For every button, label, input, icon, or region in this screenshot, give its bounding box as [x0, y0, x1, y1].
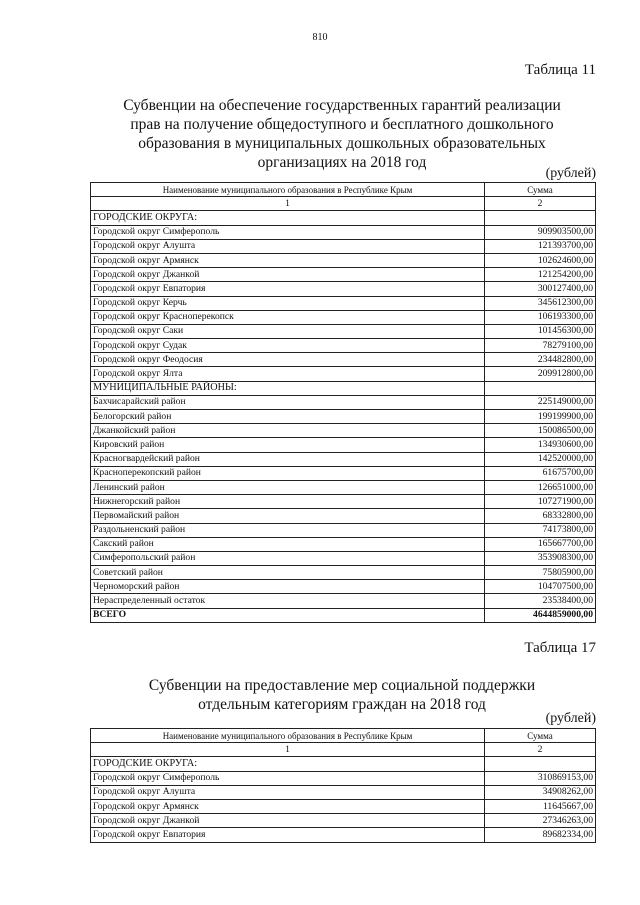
- amount: 142520000,00: [485, 452, 596, 466]
- table-row: [91, 310, 596, 324]
- municipality-name: Советский район: [91, 566, 485, 580]
- amount: [485, 757, 596, 771]
- header-sum: Сумма: [485, 729, 596, 743]
- amount: 61675700,00: [485, 466, 596, 480]
- table-row: [91, 580, 596, 594]
- table-row: [91, 353, 596, 367]
- municipality-name: Городской округ Симферополь: [91, 771, 485, 785]
- municipality-name: Городской округ Алушта: [91, 239, 485, 253]
- section-row: [91, 381, 596, 395]
- amount: 27346263,00: [485, 814, 596, 828]
- table-11-units: (рублей): [545, 166, 596, 181]
- municipality-name: Первомайский район: [91, 509, 485, 523]
- table-11-label: Таблица 11: [524, 62, 596, 78]
- title-line: образования в муниципальных дошкольных образовательных: [138, 135, 546, 152]
- amount: 209912800,00: [485, 367, 596, 381]
- municipality-name: Симферопольский район: [91, 551, 485, 565]
- colnum-sum: 2: [485, 197, 596, 211]
- amount: 150086500,00: [485, 424, 596, 438]
- header-name: Наименование муниципального образования в Республике Крым: [91, 183, 485, 197]
- amount: 345612300,00: [485, 296, 596, 310]
- municipality-name: Городской округ Судак: [91, 339, 485, 353]
- table-row: [91, 268, 596, 282]
- amount: 104707500,00: [485, 580, 596, 594]
- title-line: Субвенции на предоставление мер социальной поддержки: [148, 677, 536, 694]
- amount: 225149000,00: [485, 395, 596, 409]
- amount: 165667700,00: [485, 537, 596, 551]
- municipality-name: Нижнегорский район: [91, 495, 485, 509]
- table-row: [91, 296, 596, 310]
- column-number-row: [91, 743, 596, 757]
- table-header-row: [91, 183, 596, 197]
- municipality-name: Нераспределенный остаток: [91, 594, 485, 608]
- table-row: [91, 523, 596, 537]
- municipality-name: Городской округ Армянск: [91, 799, 485, 813]
- amount: 23538400,00: [485, 594, 596, 608]
- amount: 106193300,00: [485, 310, 596, 324]
- section-row: [91, 211, 596, 225]
- table-row: [91, 239, 596, 253]
- table-17-title: [90, 676, 594, 714]
- municipality-name: Кировский район: [91, 438, 485, 452]
- municipality-name: Ленинский район: [91, 480, 485, 494]
- table-17-label: Таблица 17: [524, 640, 596, 656]
- municipality-name: Городской округ Ялта: [91, 367, 485, 381]
- table-row: [91, 566, 596, 580]
- table-row: [91, 551, 596, 565]
- municipality-name: Красноперекопский район: [91, 466, 485, 480]
- header-name: Наименование муниципального образования в Республике Крым: [91, 729, 485, 743]
- amount: 11645667,00: [485, 799, 596, 813]
- table-row: [91, 324, 596, 338]
- amount: 126651000,00: [485, 480, 596, 494]
- municipality-name: Джанкойский район: [91, 424, 485, 438]
- table-row: [91, 594, 596, 608]
- amount: 353908300,00: [485, 551, 596, 565]
- table-row: [91, 367, 596, 381]
- amount: 121393700,00: [485, 239, 596, 253]
- section-row: [91, 757, 596, 771]
- amount: [485, 381, 596, 395]
- amount: 199199900,00: [485, 410, 596, 424]
- table-row: [91, 424, 596, 438]
- page-number: 810: [312, 32, 328, 43]
- municipality-name: Красногвардейский район: [91, 452, 485, 466]
- title-line: отдельным категориям граждан на 2018 год: [198, 696, 486, 713]
- municipality-name: Раздольненский район: [91, 523, 485, 537]
- municipality-name: Городской округ Феодосия: [91, 353, 485, 367]
- title-line: прав на получение общедоступного и бесплатного дошкольного: [130, 116, 554, 133]
- amount: 134930600,00: [485, 438, 596, 452]
- table-row: [91, 395, 596, 409]
- table-17-units: (рублей): [545, 711, 596, 726]
- municipality-name: Городской округ Джанкой: [91, 814, 485, 828]
- municipality-name: Белогорский район: [91, 410, 485, 424]
- header-sum: Сумма: [485, 183, 596, 197]
- amount: 89682334,00: [485, 828, 596, 842]
- municipality-name: ГОРОДСКИЕ ОКРУГА:: [91, 211, 485, 225]
- table-header-row: [91, 729, 596, 743]
- amount: 102624600,00: [485, 253, 596, 267]
- municipality-name: Бахчисарайский район: [91, 395, 485, 409]
- municipality-name: МУНИЦИПАЛЬНЫЕ РАЙОНЫ:: [91, 381, 485, 395]
- municipality-name: Сакский район: [91, 537, 485, 551]
- table-row: [91, 452, 596, 466]
- municipality-name: Городской округ Саки: [91, 324, 485, 338]
- table-row: [91, 480, 596, 494]
- municipality-name: Городской округ Красноперекопск: [91, 310, 485, 324]
- amount: 909903500,00: [485, 225, 596, 239]
- municipality-name: ВСЕГО: [91, 608, 485, 622]
- amount: 74173800,00: [485, 523, 596, 537]
- municipality-name: ГОРОДСКИЕ ОКРУГА:: [91, 757, 485, 771]
- amount: 4644859000,00: [485, 608, 596, 622]
- amount: 300127400,00: [485, 282, 596, 296]
- table-11-title: [90, 96, 594, 172]
- municipality-name: Городской округ Симферополь: [91, 225, 485, 239]
- table-row: [91, 509, 596, 523]
- total-row: [91, 608, 596, 622]
- table-11: [90, 182, 596, 623]
- amount: 121254200,00: [485, 268, 596, 282]
- table-row: [91, 785, 596, 799]
- table-row: [91, 828, 596, 842]
- table-row: [91, 282, 596, 296]
- table-row: [91, 339, 596, 353]
- title-line: организациях на 2018 год: [257, 154, 427, 171]
- amount: 78279100,00: [485, 339, 596, 353]
- amount: 68332800,00: [485, 509, 596, 523]
- colnum-sum: 2: [485, 743, 596, 757]
- amount: [485, 211, 596, 225]
- amount: 34908262,00: [485, 785, 596, 799]
- amount: 107271900,00: [485, 495, 596, 509]
- table-row: [91, 253, 596, 267]
- municipality-name: Городской округ Алушта: [91, 785, 485, 799]
- column-number-row: [91, 197, 596, 211]
- amount: 75805900,00: [485, 566, 596, 580]
- table-row: [91, 814, 596, 828]
- municipality-name: Городской округ Евпатория: [91, 282, 485, 296]
- municipality-name: Городской округ Джанкой: [91, 268, 485, 282]
- amount: 101456300,00: [485, 324, 596, 338]
- table-row: [91, 771, 596, 785]
- table-row: [91, 466, 596, 480]
- amount: 310869153,00: [485, 771, 596, 785]
- table-row: [91, 410, 596, 424]
- table-row: [91, 537, 596, 551]
- table-row: [91, 495, 596, 509]
- municipality-name: Городской округ Евпатория: [91, 828, 485, 842]
- municipality-name: Городской округ Армянск: [91, 253, 485, 267]
- title-line: Субвенции на обеспечение государственных гарантий реализации: [123, 97, 561, 114]
- table-row: [91, 799, 596, 813]
- municipality-name: Черноморский район: [91, 580, 485, 594]
- table-row: [91, 438, 596, 452]
- amount: 234482800,00: [485, 353, 596, 367]
- municipality-name: Городской округ Керчь: [91, 296, 485, 310]
- colnum-name: 1: [91, 743, 485, 757]
- table-row: [91, 225, 596, 239]
- colnum-name: 1: [91, 197, 485, 211]
- table-17: [90, 728, 596, 843]
